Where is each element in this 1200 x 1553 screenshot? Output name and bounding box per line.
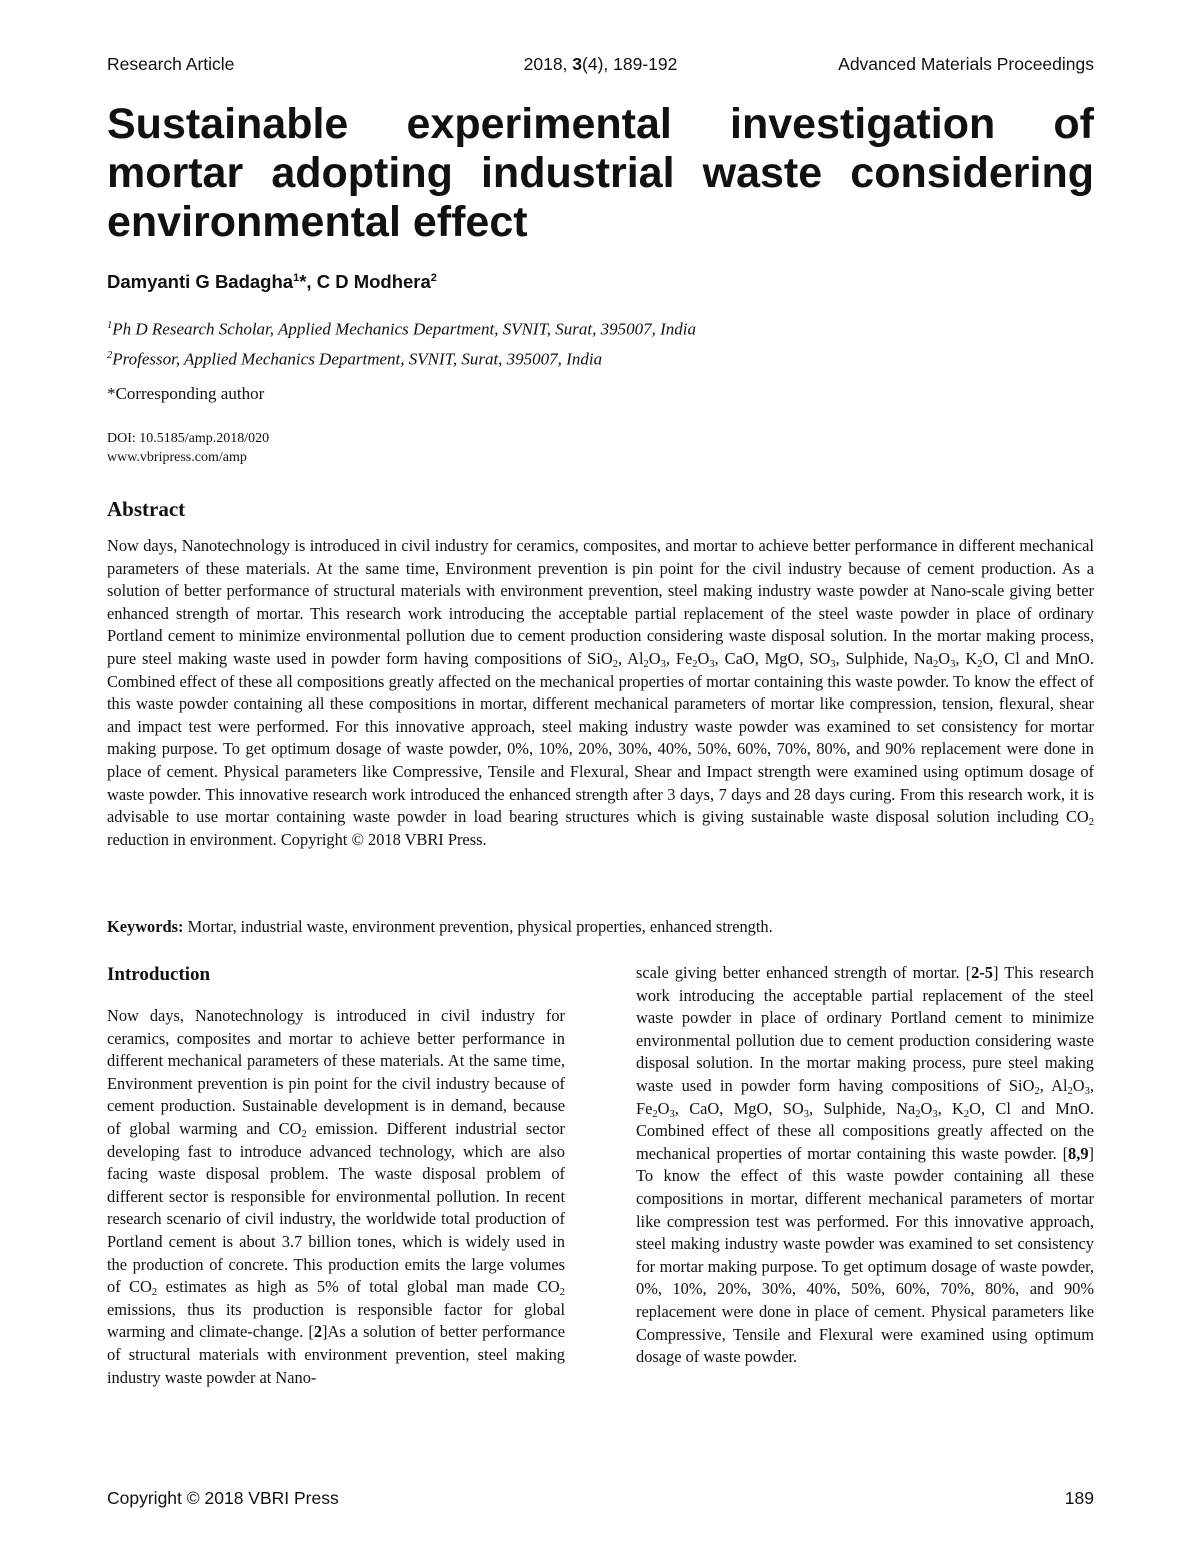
text-run: , Fe: [636, 1075, 1094, 1118]
text-run: emission. Different industrial sector developing fast to introduce advanced technology, which are also facing waste disposal problem. The waste disposal problem of different sector is responsible for environmental pollution. In recent research scenario of civil industry, the worldwide total production of Portland cement is about 3.7 billion tones, which is widely used in the production of concrete. This production emits the large volumes of CO: [107, 1118, 565, 1297]
citation-year: 2018,: [523, 54, 573, 74]
subscript: 2: [612, 658, 619, 670]
subscript: 3: [803, 1108, 809, 1120]
introduction-right-column: [636, 962, 1094, 1369]
text-run: scale giving better enhanced strength of mortar. [: [636, 963, 972, 982]
author-separator: ,: [306, 271, 317, 292]
text-run: , CaO, MgO, SO: [674, 1098, 804, 1118]
affiliation-line: [107, 313, 696, 343]
author-name: Damyanti G Badagha: [107, 271, 294, 292]
text-run: emissions, thus its production is responsible factor for global warming and climate-change. [: [107, 1299, 565, 1342]
text-run: O, Cl and MnO. Combined effect of these all compositions greatly affected on the mechanical properties of mortar containing this waste powder. [: [636, 1098, 1094, 1163]
text-run: O: [1072, 1075, 1085, 1095]
website-link[interactable]: www.vbripress.com/amp: [107, 450, 247, 465]
text-run: ] This research work introducing the acceptable partial replacement of the steel waste powder in place of ordinary Portland cement to minimize environmental pollution due to cement production considering waste disposal solution. In the mortar making process, pure steel making waste used in powder form having compositions of SiO: [636, 963, 1094, 1095]
subscript: 3: [950, 658, 956, 670]
subscript: 3: [709, 658, 715, 670]
abstract-run: , Al: [618, 648, 644, 668]
abstract-run: , Fe: [665, 648, 693, 668]
subscript: 2: [151, 1287, 158, 1299]
text-run: , K: [937, 1098, 964, 1118]
title-line: environmental effect: [107, 198, 528, 246]
keywords-text: Mortar, industrial waste, environment prevention, physical properties, enhanced strength.: [183, 917, 773, 936]
subscript: 2: [643, 658, 649, 670]
subscript: 2: [1088, 817, 1094, 829]
author-name: C D Modhera: [316, 271, 431, 292]
abstract-run: O, Cl and MnO. Combined effect of these all compositions greatly affected on the mechanical properties of mortar containing this waste powder. To know the effect of this waste powder containing all these compositions in mortar, different mechanical parameters of mortar like compression, tension, flexural, shear and impact test were performed. For this innovative approach, steel making industry waste powder was examined to set consistency for mortar making purpose. To get optimum dosage of waste powder, 0%, 10%, 20%, 30%, 40%, 50%, 60%, 70%, 80%, and 90% replacement were done in place of cement. Physical parameters like Compressive, Tensile and Flexural, Shear and Impact strength were examined using optimum dosage of waste powder. This innovative research work introduced the enhanced strength after 3 days, 7 days and 28 days curing. From this research work, it is advisable to use mortar containing waste powder in load bearing structures which is giving sustainable waste disposal solution including CO: [107, 648, 1094, 827]
subscript: 2: [301, 1128, 307, 1140]
subscript: 2: [1067, 1085, 1073, 1097]
abstract-heading: Abstract: [107, 497, 186, 521]
keywords: [107, 917, 1094, 937]
text-run: O: [657, 1098, 670, 1118]
subscript: 3: [830, 658, 836, 670]
text-run: Now days, Nanotechnology is introduced in civil industry for ceramics, composites and mortar to achieve better performance in different mechanical parameters of these materials. At the same time, Environment prevention is pin point for the civil industry because of cement production. Sustainable development is in demand, because of global warming and CO: [107, 1006, 565, 1138]
affiliation-mark: 2: [107, 349, 113, 361]
subscript: 2: [652, 1108, 658, 1120]
text-run: , Al: [1039, 1075, 1068, 1095]
citation-ref[interactable]: 8,9: [1068, 1143, 1089, 1163]
text-run: O: [920, 1098, 933, 1118]
subscript: 2: [932, 658, 939, 670]
affiliation-text: Professor, Applied Mechanics Department, SVNIT, Surat, 395007, India: [112, 349, 603, 369]
subscript: 3: [1084, 1085, 1090, 1097]
citation-ref[interactable]: 2-5: [971, 963, 993, 982]
journal-name: Advanced Materials Proceedings: [838, 54, 1094, 74]
subscript: 2: [977, 658, 983, 670]
subscript: 2: [963, 1108, 970, 1120]
abstract-run: reduction in environment. Copyright © 2018 VBRI Press.: [107, 829, 487, 849]
abstract-run: Now days, Nanotechnology is introduced in civil industry for ceramics, composites, and mortar to achieve better performance in different mechanical parameters of these materials. At the same time, Environment prevention is pin point for the civil industry because of cement production. As a solution of better performance of structural materials with environment prevention, steel making industry waste powder at Nano-scale giving better enhanced strength of mortar. This research work introducing the acceptable partial replacement of the steel waste powder in place of ordinary Portland cement to minimize environmental pollution due to cement production considering waste disposal solution. In the mortar making process, pure steel making waste used in powder form having compositions of SiO: [107, 536, 1094, 668]
abstract-run: , CaO, MgO, SO: [714, 648, 831, 668]
doi: DOI: 10.5185/amp.2018/020: [107, 431, 270, 446]
affiliation-text: Ph D Research Scholar, Applied Mechanics Department, SVNIT, Surat, 395007, India: [112, 319, 696, 339]
article-type: Research Article: [107, 54, 235, 74]
doi-block: [107, 429, 269, 467]
paper-title: [107, 100, 1094, 247]
subscript: 3: [669, 1108, 675, 1120]
text-run: , Sulphide, Na: [808, 1098, 916, 1118]
affiliation-mark: 1: [293, 271, 300, 284]
introduction-heading: Introduction: [107, 964, 211, 985]
author-list: [107, 271, 437, 293]
title-line: mortar adopting industrial waste considering: [107, 149, 1094, 197]
subscript: 2: [1034, 1085, 1040, 1097]
abstract-text: [107, 535, 1094, 851]
affiliations: [107, 313, 696, 372]
subscript: 2: [915, 1108, 921, 1120]
corresponding-mark: *: [299, 271, 307, 292]
abstract-run: O: [938, 648, 951, 668]
affiliation-mark: 2: [430, 271, 437, 284]
keywords-label: Keywords:: [107, 917, 184, 936]
abstract-run: , Sulphide, Na: [835, 648, 933, 668]
running-header: [107, 54, 1094, 78]
affiliation-mark: 1: [107, 320, 113, 331]
citation-issue-pages: (4), 189-192: [582, 54, 678, 74]
subscript: 3: [932, 1108, 938, 1120]
introduction-left-column: [107, 1005, 565, 1389]
abstract-run: O: [697, 648, 710, 668]
title-line: Sustainable experimental investigation of: [107, 100, 1094, 148]
page-number: 189: [1064, 1488, 1094, 1508]
subscript: 2: [692, 658, 698, 670]
abstract-run: , K: [955, 648, 978, 668]
citation-ref[interactable]: 2: [313, 1322, 323, 1342]
footer-copyright: Copyright © 2018 VBRI Press: [107, 1488, 339, 1508]
subscript: 2: [559, 1287, 565, 1299]
subscript: 3: [660, 658, 666, 670]
text-run: ]As a solution of better performance of structural materials with environment prevention, steel making industry waste powder at Nano-: [107, 1322, 565, 1387]
text-run: ] To know the effect of this waste powder containing all these compositions in mortar, different mechanical parameters of mortar like compression test was performed. For this innovative approach, steel making industry waste powder was examined to set consistency for mortar making purpose. To get optimum dosage of waste powder, 0%, 10%, 20%, 30%, 40%, 50%, 60%, 70%, 80%, and 90% replacement were done in place of cement. Physical parameters like Compressive, Tensile and Flexural were examined using optimum dosage of waste powder.: [636, 1143, 1094, 1367]
abstract-run: O: [648, 648, 661, 668]
affiliation-line: [107, 343, 696, 373]
citation-volume: 3: [572, 54, 583, 74]
corresponding-author-note: *Corresponding author: [107, 384, 265, 403]
text-run: estimates as high as 5% of total global man made CO: [157, 1277, 560, 1297]
